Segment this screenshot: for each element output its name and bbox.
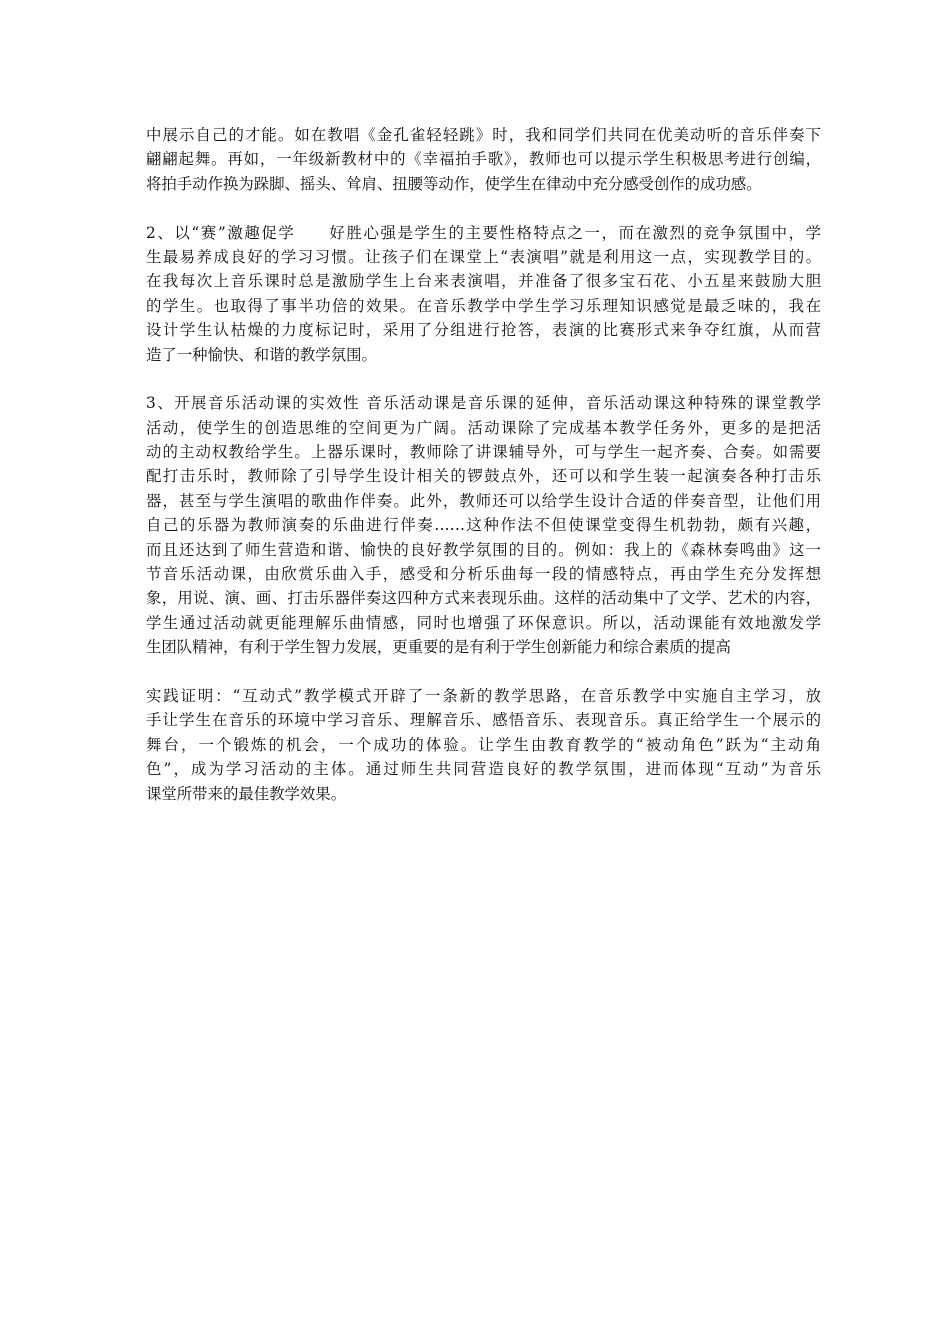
text-line: 2、以“赛”激趣促学 好胜心强是学生的主要性格特点之一，而在激烈的竞争氛围中，学 [146, 223, 821, 242]
paragraph-2 [146, 221, 821, 367]
text-line: 手让学生在音乐的环境中学习音乐、理解音乐、感悟音乐、表现音乐。真正给学生一个展示的 [146, 711, 821, 730]
paragraph-1 [146, 123, 821, 196]
text-line: 配打击乐时，教师除了引导学生设计相关的锣鼓点外，还可以和学生装一起演奏各种打击乐 [146, 467, 821, 486]
text-line: 3、开展音乐活动课的实效性 音乐活动课是音乐课的延伸，音乐活动课这种特殊的课堂教学 [146, 394, 821, 413]
text-line: 实践证明：“互动式”教学模式开辟了一条新的教学思路，在音乐教学中实施自主学习，放 [146, 686, 821, 705]
text-line: 设计学生认枯燥的力度标记时，采用了分组进行抢答，表演的比赛形式来争夺红旗，从而营 [146, 321, 821, 340]
paragraph-4 [146, 684, 821, 806]
text-line: 的学生。也取得了事半功倍的效果。在音乐教学中学生学习乐理知识感觉是最乏味的，我在 [146, 296, 821, 315]
text-line: 象，用说、演、画、打击乐器伴奏这四种方式来表现乐曲。这样的活动集中了文学、艺术的内容， [146, 589, 821, 608]
text-line: 造了一种愉快、和谐的教学氛围。 [146, 345, 377, 364]
text-line: 生最易养成良好的学习习惯。让孩子们在课堂上“表演唱”就是利用这一点，实现教学目的。 [146, 247, 821, 266]
text-line: 自己的乐器为教师演奏的乐曲进行伴奏……这种作法不但使课堂变得生机勃勃，颇有兴趣， [146, 516, 821, 535]
text-line: 而且还达到了师生营造和谐、愉快的良好教学氛围的目的。例如：我上的《森林奏鸣曲》这一 [146, 540, 821, 559]
text-line: 色”，成为学习活动的主体。通过师生共同营造良好的教学氛围，进而体现“互动”为音乐 [146, 760, 821, 779]
text-line: 生团队精神，有利于学生智力发展，更重要的是有利于学生创新能力和综合素质的提高 [146, 638, 731, 657]
document-body [146, 123, 821, 830]
text-line: 将拍手动作换为跺脚、摇头、耸肩、扭腰等动作，使学生在律动中充分感受创作的成功感。 [146, 174, 762, 193]
text-line: 翩翩起舞。再如，一年级新教材中的《幸福拍手歌》，教师也可以提示学生积极思考进行创编， [146, 150, 821, 169]
text-line: 中展示自己的才能。如在教唱《金孔雀轻轻跳》时，我和同学们共同在优美动听的音乐伴奏下 [146, 126, 821, 144]
text-line: 节音乐活动课，由欣赏乐曲入手，感受和分析乐曲每一段的情感特点，再由学生充分发挥想 [146, 565, 821, 584]
text-line: 活动，使学生的创造思维的空间更为广阔。活动课除了完成基本教学任务外，更多的是把活 [146, 418, 821, 437]
text-line: 舞台，一个锻炼的机会，一个成功的体验。让学生由教育教学的“被动角色”跃为“主动角 [146, 735, 821, 754]
paragraph-3 [146, 391, 821, 659]
text-line: 在我每次上音乐课时总是激励学生上台来表演唱，并准备了很多宝石花、小五星来鼓励大胆 [146, 272, 821, 291]
text-line: 课堂所带来的最佳教学效果。 [146, 784, 347, 803]
text-line: 器，甚至与学生演唱的歌曲作伴奏。此外，教师还可以给学生设计合适的伴奏音型，让他们用 [146, 491, 821, 510]
text-line: 动的主动权教给学生。上器乐课时，教师除了讲课辅导外，可与学生一起齐奏、合奏。如需要 [146, 443, 821, 462]
text-line: 学生通过活动就更能理解乐曲情感，同时也增强了环保意识。所以，活动课能有效地激发学 [146, 613, 821, 632]
